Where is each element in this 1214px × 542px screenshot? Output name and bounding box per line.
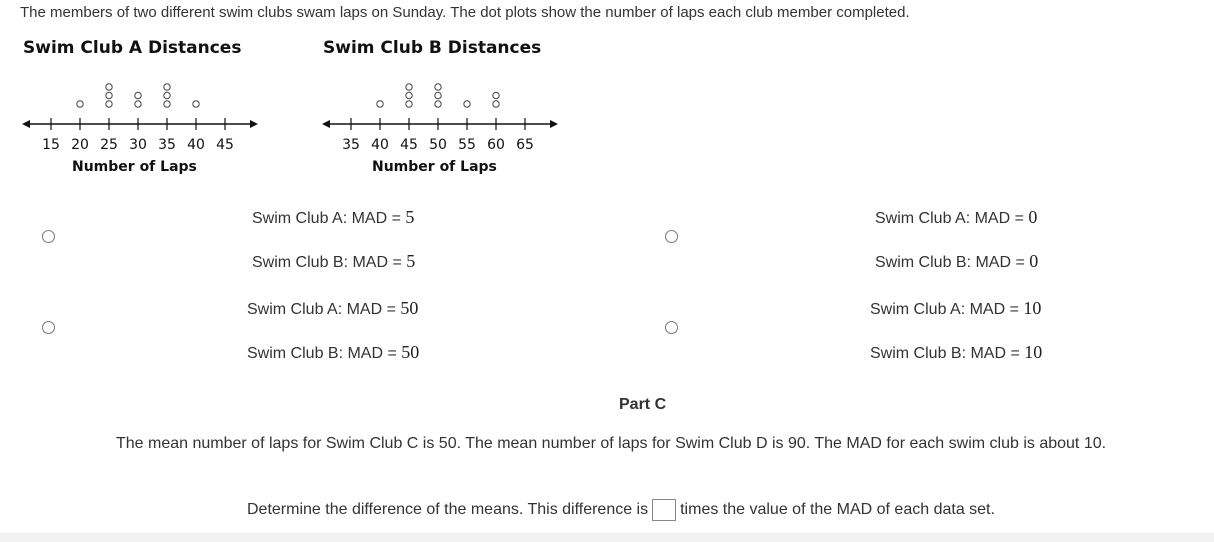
- option-4-radio[interactable]: [665, 321, 678, 334]
- plot-b-tick-label: 55: [458, 137, 476, 153]
- plot-b-dot: [435, 101, 441, 107]
- plot-b-dot: [435, 92, 441, 98]
- question-text-after: times the value of the MAD of each data set.: [680, 501, 995, 519]
- plot-b-tick-label: 35: [342, 137, 360, 153]
- plot-a-dot: [106, 92, 112, 98]
- plot-b-dot: [493, 101, 499, 107]
- plot-b-title: Swim Club B Distances: [323, 38, 542, 58]
- plot-b-tick-label: 40: [371, 137, 389, 153]
- plot-a-xlabel: Number of Laps: [72, 159, 197, 175]
- part-c-paragraph: The mean number of laps for Swim Club C is 50. The mean number of laps for Swim Club D is 90. The MAD for each swim club is about 10.: [116, 435, 1107, 452]
- dot-plot-a: [0, 66, 300, 156]
- option-3-radio[interactable]: [42, 321, 55, 334]
- plot-b-dot: [464, 101, 470, 107]
- plot-a-dot: [106, 101, 112, 107]
- plot-a-dot: [77, 101, 83, 107]
- plot-b-tick-label: 45: [400, 137, 418, 153]
- option-1-club-b: Swim Club B: MAD = 5: [252, 251, 416, 271]
- plot-a-dot: [135, 92, 141, 98]
- plot-b-dot: [493, 92, 499, 98]
- option-1-club-a: Swim Club A: MAD = 5: [252, 207, 415, 227]
- plot-a-tick-label: 15: [42, 137, 60, 153]
- intro-text: The members of two different swim clubs swam laps on Sunday. The dot plots show the number of laps each club member completed.: [20, 4, 910, 21]
- plot-a-dot: [164, 92, 170, 98]
- option-4-club-b: Swim Club B: MAD = 10: [870, 342, 1043, 362]
- option-3-club-a: Swim Club A: MAD = 50: [247, 298, 419, 318]
- plot-a-dot: [106, 84, 112, 90]
- plot-b-dot: [435, 84, 441, 90]
- plot-a-tick-label: 45: [216, 137, 234, 153]
- plot-a-axis-arrow-right: [250, 120, 258, 128]
- plot-b-tick-label: 60: [487, 137, 505, 153]
- option-3-club-b: Swim Club B: MAD = 50: [247, 342, 420, 362]
- plot-b-dot: [406, 84, 412, 90]
- plot-a-tick-label: 25: [100, 137, 118, 153]
- plot-a-dot: [135, 101, 141, 107]
- dot-plot-b: [300, 66, 600, 156]
- plot-a-title: Swim Club A Distances: [23, 38, 242, 58]
- plot-a-tick-label: 40: [187, 137, 205, 153]
- plot-b-dot: [406, 101, 412, 107]
- plot-a-tick-label: 35: [158, 137, 176, 153]
- plot-b-tick-label: 65: [516, 137, 534, 153]
- plot-a-axis-arrow-left: [22, 120, 30, 128]
- answer-input-box[interactable]: [652, 499, 676, 521]
- question-text-before: Determine the difference of the means. This difference is: [247, 501, 649, 519]
- option-2-club-b: Swim Club B: MAD = 0: [875, 251, 1039, 271]
- plot-a-dot: [164, 84, 170, 90]
- option-2-radio[interactable]: [665, 230, 678, 243]
- part-c-question: [247, 499, 995, 521]
- plot-b-tick-label: 50: [429, 137, 447, 153]
- option-1-radio[interactable]: [42, 230, 55, 243]
- plot-a-tick-label: 20: [71, 137, 89, 153]
- plot-a-dot: [193, 101, 199, 107]
- option-4-club-a: Swim Club A: MAD = 10: [870, 298, 1042, 318]
- bottom-divider: [0, 533, 1214, 542]
- plot-b-xlabel: Number of Laps: [372, 159, 497, 175]
- plot-b-dot: [377, 101, 383, 107]
- plot-a-dot: [164, 101, 170, 107]
- option-2-club-a: Swim Club A: MAD = 0: [875, 207, 1038, 227]
- plot-b-axis-arrow-right: [550, 120, 558, 128]
- part-c-heading: Part C: [619, 396, 667, 413]
- plot-b-dot: [406, 92, 412, 98]
- plot-b-axis-arrow-left: [322, 120, 330, 128]
- plot-a-tick-label: 30: [129, 137, 147, 153]
